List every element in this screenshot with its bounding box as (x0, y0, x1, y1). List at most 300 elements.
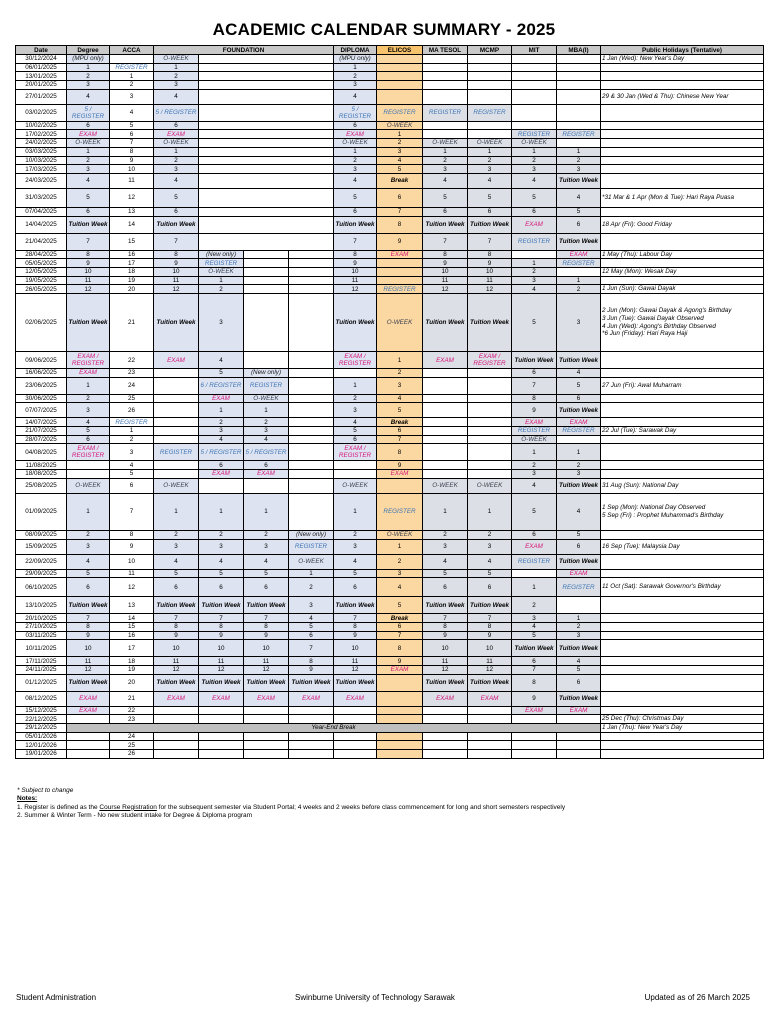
date-cell: 30/06/2025 (16, 394, 67, 403)
table-cell: 2 (334, 530, 377, 539)
table-cell: 2 (512, 597, 557, 614)
table-row (16, 750, 764, 759)
table-cell: 12 (154, 285, 199, 294)
table-cell: 7 (377, 631, 423, 640)
table-cell: 12 (110, 578, 154, 597)
table-cell (199, 147, 334, 156)
table-row (16, 724, 764, 733)
table-cell: 10 (423, 267, 468, 276)
table-cell (154, 470, 199, 479)
column-header: Date (16, 46, 67, 55)
table-cell (244, 741, 289, 750)
table-cell: 23 (110, 715, 154, 724)
note-2: 2. Summer & Winter Term - No new student intake for Degree & Diploma program (17, 811, 253, 819)
table-cell: 10 (110, 554, 154, 569)
column-header: Degree (67, 46, 110, 55)
table-cell (557, 121, 601, 130)
date-cell: 31/03/2025 (16, 188, 67, 207)
table-cell: 17 (110, 640, 154, 657)
table-cell: 3 (557, 631, 601, 640)
table-row (16, 352, 764, 369)
table-cell: Tuition Week (67, 294, 110, 352)
table-cell: 4 (512, 478, 557, 493)
table-cell: 8 (154, 250, 199, 259)
table-row (16, 403, 764, 418)
table-row (16, 478, 764, 493)
table-cell: 5 (289, 622, 334, 631)
table-cell (468, 130, 512, 139)
date-cell: 01/12/2025 (16, 674, 67, 691)
table-cell: Tuition Week (67, 674, 110, 691)
table-cell: Tuition Week (154, 294, 199, 352)
date-cell: 14/07/2025 (16, 418, 67, 427)
table-row (16, 294, 764, 352)
table-cell (199, 233, 334, 250)
table-cell: 3 (244, 539, 289, 554)
table-cell (199, 706, 244, 715)
table-cell: 7 (110, 139, 154, 148)
table-cell (423, 63, 468, 72)
date-cell: 01/09/2025 (16, 493, 67, 530)
table-cell: 6 (468, 207, 512, 216)
date-cell: 09/06/2025 (16, 352, 67, 369)
holiday-cell (601, 81, 764, 90)
holiday-cell: 1 Jan (Wed): New Year's Day (601, 55, 764, 64)
table-row (16, 427, 764, 436)
table-cell: 2 (557, 285, 601, 294)
table-cell: 6 (512, 530, 557, 539)
date-cell: 05/05/2025 (16, 259, 67, 268)
date-cell: 16/06/2025 (16, 369, 67, 378)
holiday-cell (601, 597, 764, 614)
holiday-cell (601, 640, 764, 657)
table-cell (199, 188, 334, 207)
table-cell: 12 (468, 285, 512, 294)
table-cell (468, 706, 512, 715)
date-cell: 21/04/2025 (16, 233, 67, 250)
holiday-cell (601, 732, 764, 741)
table-cell: 3 (67, 165, 110, 174)
holiday-cell: 1 Jan (Thu): New Year's Day (601, 724, 764, 733)
table-cell: 9 (110, 539, 154, 554)
table-cell (334, 369, 377, 378)
table-cell: EXAM (67, 130, 110, 139)
table-cell: 8 (512, 394, 557, 403)
table-cell: O-WEEK (67, 139, 110, 148)
table-cell: 1 (334, 63, 377, 72)
table-row (16, 147, 764, 156)
table-cell: REGISTER (110, 63, 154, 72)
table-cell: EXAM (512, 539, 557, 554)
table-cell (154, 418, 199, 427)
table-row (16, 674, 764, 691)
table-cell: 26 (110, 750, 154, 759)
table-cell: 4 (110, 461, 154, 470)
table-cell: 5 (110, 470, 154, 479)
table-cell: 3 (110, 444, 154, 461)
table-cell (289, 250, 334, 259)
table-cell: Tuition Week (423, 597, 468, 614)
holiday-cell (601, 72, 764, 81)
table-cell: 2 (154, 72, 199, 81)
holiday-cell (601, 147, 764, 156)
table-cell (423, 706, 468, 715)
holiday-cell: 22 Jul (Tue): Sarawak Day (601, 427, 764, 436)
table-cell: 18 (110, 657, 154, 666)
table-cell (423, 55, 468, 64)
table-cell: 15 (110, 622, 154, 631)
table-cell: O-WEEK (468, 139, 512, 148)
table-cell: EXAM (67, 706, 110, 715)
table-cell: 8 (289, 657, 334, 666)
table-cell: 6 (199, 578, 244, 597)
table-cell: 2 (512, 156, 557, 165)
table-row (16, 435, 764, 444)
table-cell: 7 (67, 614, 110, 623)
table-cell: O-WEEK (154, 55, 199, 64)
table-cell (289, 352, 334, 369)
table-cell (289, 435, 334, 444)
table-cell (154, 732, 199, 741)
date-cell: 08/12/2025 (16, 691, 67, 706)
table-cell: 8 (67, 622, 110, 631)
table-cell: 7 (377, 207, 423, 216)
note-1 (17, 804, 565, 812)
table-cell (199, 72, 334, 81)
table-cell: (New only) (244, 369, 289, 378)
table-cell: 9 (67, 631, 110, 640)
table-cell: Tuition Week (468, 216, 512, 233)
table-cell (512, 55, 557, 64)
column-header: Public Holidays (Tentative) (601, 46, 764, 55)
table-row (16, 715, 764, 724)
table-cell: Tuition Week (199, 597, 244, 614)
table-cell: O-WEEK (423, 478, 468, 493)
table-row (16, 622, 764, 631)
table-cell: 4 (334, 418, 377, 427)
table-cell (154, 394, 199, 403)
table-cell: 3 (289, 597, 334, 614)
table-cell: REGISTER (110, 418, 154, 427)
table-cell: O-WEEK (289, 554, 334, 569)
date-cell: 03/11/2025 (16, 631, 67, 640)
table-cell: (MPU only) (67, 55, 110, 64)
table-row (16, 657, 764, 666)
footer-center: Swinburne University of Technology Sarawak (295, 993, 455, 1002)
date-cell: 07/07/2025 (16, 403, 67, 418)
table-cell: 1 (468, 147, 512, 156)
date-cell: 22/09/2025 (16, 554, 67, 569)
table-cell: 1 (199, 493, 244, 530)
table-cell: 6 (557, 539, 601, 554)
table-cell: 3 (512, 276, 557, 285)
table-cell: 1 (557, 614, 601, 623)
holiday-cell (601, 665, 764, 674)
table-cell (289, 493, 334, 530)
table-row (16, 706, 764, 715)
table-cell: EXAM (199, 394, 244, 403)
table-cell: Break (377, 173, 423, 188)
table-cell: 3 (512, 165, 557, 174)
table-cell: 3 (468, 539, 512, 554)
table-cell: O-WEEK (154, 139, 199, 148)
table-cell: Tuition Week (512, 640, 557, 657)
table-cell (468, 377, 512, 394)
note-1-link: Course Registration (99, 803, 157, 811)
table-cell (423, 394, 468, 403)
date-cell: 03/03/2025 (16, 147, 67, 156)
calendar-table (15, 45, 764, 759)
table-cell: REGISTER (377, 104, 423, 121)
table-cell (423, 121, 468, 130)
table-cell (334, 706, 377, 715)
table-cell (468, 444, 512, 461)
table-cell: 10 (468, 640, 512, 657)
table-cell: EXAM (244, 691, 289, 706)
date-cell: 07/04/2025 (16, 207, 67, 216)
table-cell: 1 (244, 493, 289, 530)
table-cell: 5 (67, 188, 110, 207)
table-cell: 5 (334, 427, 377, 436)
table-cell: 3 (199, 427, 244, 436)
table-cell: 10 (154, 267, 199, 276)
table-cell: 8 (154, 622, 199, 631)
table-cell: 3 (334, 81, 377, 90)
table-cell: 7 (512, 665, 557, 674)
table-cell: 2 (154, 156, 199, 165)
table-cell (512, 732, 557, 741)
table-cell (512, 121, 557, 130)
table-cell: 10 (110, 165, 154, 174)
table-row (16, 394, 764, 403)
table-cell: EXAM (67, 691, 110, 706)
table-cell: 1 (110, 72, 154, 81)
table-cell (468, 741, 512, 750)
table-cell (557, 267, 601, 276)
table-cell (557, 72, 601, 81)
table-cell: 9 (199, 631, 244, 640)
table-cell: Tuition Week (557, 233, 601, 250)
table-row (16, 63, 764, 72)
table-cell (154, 706, 199, 715)
date-cell: 05/01/2026 (16, 732, 67, 741)
table-cell: 5 (334, 188, 377, 207)
table-cell: REGISTER (512, 427, 557, 436)
table-cell: 13 (110, 597, 154, 614)
table-cell (154, 715, 199, 724)
table-cell (512, 81, 557, 90)
date-cell: 22/12/2025 (16, 715, 67, 724)
table-cell: 16 (110, 631, 154, 640)
table-cell (244, 478, 289, 493)
table-cell: REGISTER (199, 259, 244, 268)
table-cell: EXAM (557, 418, 601, 427)
table-cell: 3 (154, 165, 199, 174)
table-cell: 6 (512, 207, 557, 216)
table-cell: 11 (199, 657, 244, 666)
table-cell: EXAM (244, 470, 289, 479)
table-cell: 5 (377, 403, 423, 418)
table-cell: O-WEEK (512, 139, 557, 148)
notes-section (17, 787, 565, 820)
table-cell (377, 81, 423, 90)
table-cell: 2 (377, 554, 423, 569)
table-cell: 2 (289, 578, 334, 597)
table-cell: Tuition Week (557, 554, 601, 569)
table-cell: O-WEEK (377, 121, 423, 130)
table-cell: EXAM (199, 470, 244, 479)
table-cell (423, 732, 468, 741)
table-cell: 4 (67, 173, 110, 188)
holiday-cell: 12 May (Mon): Wesak Day (601, 267, 764, 276)
table-cell: Tuition Week (334, 294, 377, 352)
table-cell (377, 63, 423, 72)
table-row (16, 259, 764, 268)
table-cell: EXAM (154, 352, 199, 369)
holiday-cell (601, 130, 764, 139)
table-cell: 20 (110, 285, 154, 294)
table-cell: 8 (244, 622, 289, 631)
table-cell: 14 (110, 614, 154, 623)
date-cell: 10/11/2025 (16, 640, 67, 657)
table-cell (557, 741, 601, 750)
table-cell: 1 (512, 444, 557, 461)
table-row (16, 188, 764, 207)
table-cell: EXAM (512, 216, 557, 233)
table-cell (557, 89, 601, 104)
table-cell: 5 (377, 165, 423, 174)
table-cell: 3 (67, 539, 110, 554)
table-cell (377, 55, 423, 64)
table-row (16, 732, 764, 741)
table-cell: 2 (557, 461, 601, 470)
table-cell (423, 403, 468, 418)
table-row (16, 614, 764, 623)
table-cell: 4 (154, 554, 199, 569)
table-cell (334, 750, 377, 759)
year-end-break-cell: Year-End Break (67, 724, 601, 733)
table-cell (468, 750, 512, 759)
holiday-cell (601, 369, 764, 378)
table-cell (289, 276, 334, 285)
table-cell (67, 470, 110, 479)
table-cell: 6 (377, 188, 423, 207)
table-cell (154, 377, 199, 394)
table-cell: 8 (468, 622, 512, 631)
table-cell: Tuition Week (423, 216, 468, 233)
table-cell (199, 207, 334, 216)
table-cell: 2 (244, 530, 289, 539)
table-cell (154, 461, 199, 470)
table-cell: 2 (377, 369, 423, 378)
table-cell (289, 470, 334, 479)
table-cell: 8 (423, 250, 468, 259)
table-cell (557, 81, 601, 90)
holiday-cell (601, 104, 764, 121)
table-cell: Tuition Week (423, 674, 468, 691)
note-1-text-b: for the subsequent semester via Student Portal; 4 weeks and 2 weeks before class commencement for long and short semesters respectively (156, 803, 566, 811)
table-row (16, 569, 764, 578)
column-header: MBA(I) (557, 46, 601, 55)
table-cell: 9 (423, 631, 468, 640)
table-cell (557, 732, 601, 741)
table-cell: Tuition Week (557, 640, 601, 657)
table-cell: Tuition Week (423, 294, 468, 352)
table-cell: 7 (377, 435, 423, 444)
table-cell: 3 (67, 81, 110, 90)
table-cell: 5 (512, 294, 557, 352)
table-cell: 3 (468, 165, 512, 174)
table-cell: 4 (423, 554, 468, 569)
table-cell: 2 (199, 285, 244, 294)
table-cell: 2 (334, 72, 377, 81)
table-cell: 6 (468, 578, 512, 597)
table-cell: 25 (110, 741, 154, 750)
table-cell: 5 / REGISTER (67, 104, 110, 121)
date-cell: 03/02/2025 (16, 104, 67, 121)
table-cell (377, 674, 423, 691)
table-cell: O-WEEK (199, 267, 244, 276)
holiday-cell (601, 569, 764, 578)
table-cell: 19 (110, 665, 154, 674)
table-cell: 4 (154, 173, 199, 188)
table-row (16, 539, 764, 554)
table-cell: EXAM (199, 691, 244, 706)
table-cell (512, 741, 557, 750)
table-cell: Tuition Week (67, 597, 110, 614)
holiday-cell (601, 156, 764, 165)
table-cell: 6 (557, 394, 601, 403)
table-cell: 12 (110, 188, 154, 207)
holiday-cell: *31 Mar & 1 Apr (Mon & Tue): Hari Raya Puasa (601, 188, 764, 207)
table-cell: 8 (468, 250, 512, 259)
table-cell (377, 750, 423, 759)
table-cell: 21 (110, 691, 154, 706)
table-cell: EXAM / REGISTER (67, 352, 110, 369)
table-cell: 2 (110, 435, 154, 444)
holiday-cell: 16 Sep (Tue): Malaysia Day (601, 539, 764, 554)
table-cell: 10 (244, 640, 289, 657)
table-cell: 2 (468, 530, 512, 539)
table-cell (289, 706, 334, 715)
table-cell: 1 (199, 403, 244, 418)
table-cell: 1 (154, 493, 199, 530)
date-cell: 17/02/2025 (16, 130, 67, 139)
table-cell: EXAM (512, 418, 557, 427)
column-header: MA TESOL (423, 46, 468, 55)
table-cell (199, 121, 334, 130)
date-cell: 10/03/2025 (16, 156, 67, 165)
table-header-row (16, 46, 764, 55)
table-cell: 4 (512, 622, 557, 631)
holiday-cell: 27 Jun (Fri): Awal Muharram (601, 377, 764, 394)
table-row (16, 597, 764, 614)
table-cell: 5 (468, 569, 512, 578)
column-header: FOUNDATION (154, 46, 334, 55)
date-cell: 08/09/2025 (16, 530, 67, 539)
table-cell: Tuition Week (557, 173, 601, 188)
table-cell: 7 (334, 614, 377, 623)
table-cell (423, 81, 468, 90)
table-row (16, 165, 764, 174)
table-cell: 2 (557, 156, 601, 165)
holiday-cell: 1 May (Thu): Labour Day (601, 250, 764, 259)
table-cell: 8 (334, 250, 377, 259)
table-cell: 2 (377, 139, 423, 148)
table-row (16, 640, 764, 657)
table-cell: 11 (154, 276, 199, 285)
table-cell: 3 (557, 294, 601, 352)
